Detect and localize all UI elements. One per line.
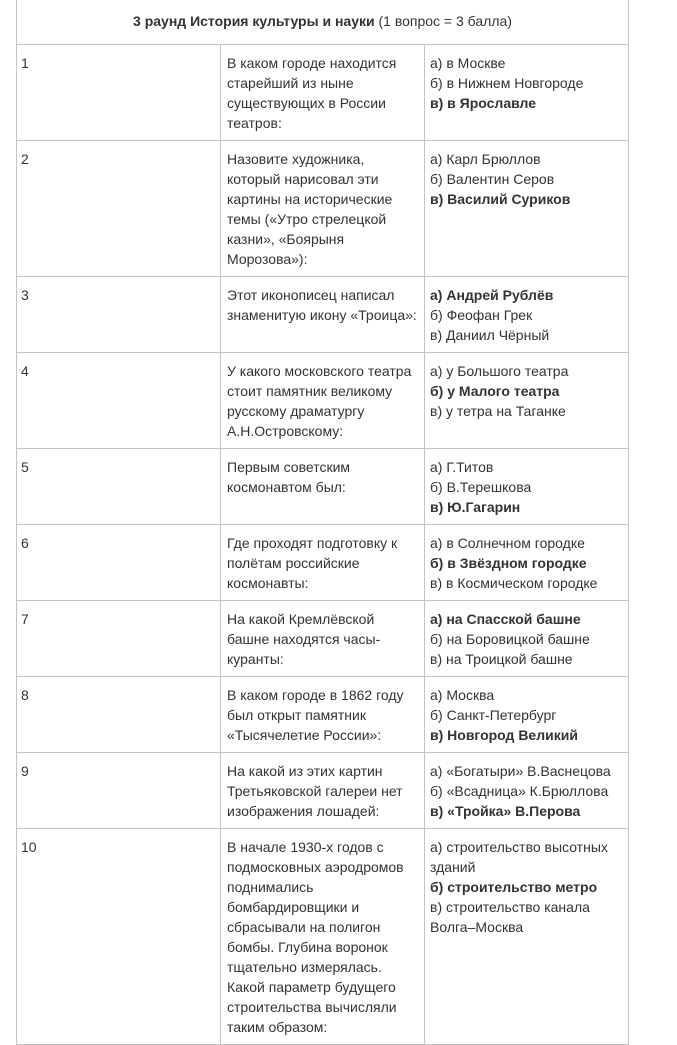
answer-options bbox=[425, 449, 629, 525]
question-number: 9 bbox=[17, 753, 221, 829]
question-text: В каком городе находится старейший из ныне существующих в России театров: bbox=[221, 45, 425, 141]
correct-answer-option: в) «Тройка» В.Перова bbox=[430, 803, 581, 819]
question-text: На какой из этих картин Третьяковской галереи нет изображения лошадей: bbox=[221, 753, 425, 829]
round-header-cell bbox=[17, 0, 629, 45]
answer-option: б) В.Терешкова bbox=[430, 479, 532, 495]
correct-answer-option: б) строительство метро bbox=[430, 879, 598, 895]
answer-option: б) «Всадница» К.Брюллова bbox=[430, 783, 609, 799]
question-number: 2 bbox=[17, 141, 221, 277]
answer-option: а) «Богатыри» В.Васнецова bbox=[430, 763, 611, 779]
answer-option: в) на Троицкой башне bbox=[430, 651, 573, 667]
answer-option: в) строительство канала Волга–Москва bbox=[430, 899, 590, 935]
question-number: 10 bbox=[17, 829, 221, 1045]
correct-answer-option: в) в Ярославле bbox=[430, 95, 537, 111]
question-text: У какого московского театра стоит памятник великому русскому драматургу А.Н.Островскому: bbox=[221, 353, 425, 449]
round-scoring: (1 вопрос = 3 балла) bbox=[378, 13, 512, 29]
question-row bbox=[17, 677, 629, 753]
answer-option: в) в Космическом городке bbox=[430, 575, 598, 591]
question-text: Назовите художника, который нарисовал эти картины на исторические темы («Утро стрелецкой казни», «Боярыня Морозова»): bbox=[221, 141, 425, 277]
quiz-table bbox=[16, 0, 629, 1045]
correct-answer-option: в) Ю.Гагарин bbox=[430, 499, 521, 515]
question-number: 7 bbox=[17, 601, 221, 677]
answer-option: а) у Большого театра bbox=[430, 363, 569, 379]
round-header-row bbox=[17, 0, 629, 45]
answer-option: б) Валентин Серов bbox=[430, 171, 555, 187]
question-number: 8 bbox=[17, 677, 221, 753]
question-text: В каком городе в 1862 году был открыт памятник «Тысячелетие России»: bbox=[221, 677, 425, 753]
answer-options bbox=[425, 829, 629, 1045]
answer-option: а) Г.Титов bbox=[430, 459, 494, 475]
question-number: 6 bbox=[17, 525, 221, 601]
answer-option: б) на Боровицкой башне bbox=[430, 631, 590, 647]
question-row bbox=[17, 829, 629, 1045]
correct-answer-option: в) Василий Суриков bbox=[430, 191, 571, 207]
question-row bbox=[17, 601, 629, 677]
question-row bbox=[17, 141, 629, 277]
question-row bbox=[17, 753, 629, 829]
question-number: 3 bbox=[17, 277, 221, 353]
answer-options bbox=[425, 141, 629, 277]
question-text: На какой Кремлёвской башне находятся часы-куранты: bbox=[221, 601, 425, 677]
answer-options bbox=[425, 277, 629, 353]
question-text: Первым советским космонавтом был: bbox=[221, 449, 425, 525]
question-text: Где проходят подготовку к полётам российские космонавты: bbox=[221, 525, 425, 601]
answer-option: б) Санкт-Петербург bbox=[430, 707, 557, 723]
correct-answer-option: в) Новгород Великий bbox=[430, 727, 578, 743]
question-number: 5 bbox=[17, 449, 221, 525]
answer-option: а) в Москве bbox=[430, 55, 506, 71]
answer-option: в) у тетра на Таганке bbox=[430, 403, 566, 419]
answer-options bbox=[425, 525, 629, 601]
question-text: Этот иконописец написал знаменитую икону «Троица»: bbox=[221, 277, 425, 353]
question-row bbox=[17, 353, 629, 449]
answer-options bbox=[425, 45, 629, 141]
correct-answer-option: б) у Малого театра bbox=[430, 383, 560, 399]
question-row bbox=[17, 525, 629, 601]
question-row bbox=[17, 449, 629, 525]
round-title: 3 раунд История культуры и науки bbox=[133, 13, 375, 29]
question-number: 1 bbox=[17, 45, 221, 141]
correct-answer-option: б) в Звёздном городке bbox=[430, 555, 587, 571]
answer-options bbox=[425, 601, 629, 677]
answer-option: б) в Нижнем Новгороде bbox=[430, 75, 584, 91]
correct-answer-option: а) на Спасской башне bbox=[430, 611, 581, 627]
answer-option: а) Карл Брюллов bbox=[430, 151, 541, 167]
answer-option: а) в Солнечном городке bbox=[430, 535, 585, 551]
answer-options bbox=[425, 677, 629, 753]
answer-option: в) Даниил Чёрный bbox=[430, 327, 550, 343]
answer-options bbox=[425, 353, 629, 449]
question-number: 4 bbox=[17, 353, 221, 449]
answer-options bbox=[425, 753, 629, 829]
question-text: В начале 1930-х годов с подмосковных аэродромов поднимались бомбардировщики и сбрасывали на полигон бомбы. Глубина воронок тщательно измерялась. Какой параметр будущего строительства вычисляли таким образом: bbox=[221, 829, 425, 1045]
question-row bbox=[17, 277, 629, 353]
answer-option: а) строительство высотных зданий bbox=[430, 839, 608, 875]
answer-option: б) Феофан Грек bbox=[430, 307, 533, 323]
correct-answer-option: а) Андрей Рублёв bbox=[430, 287, 554, 303]
question-row bbox=[17, 45, 629, 141]
answer-option: а) Москва bbox=[430, 687, 495, 703]
